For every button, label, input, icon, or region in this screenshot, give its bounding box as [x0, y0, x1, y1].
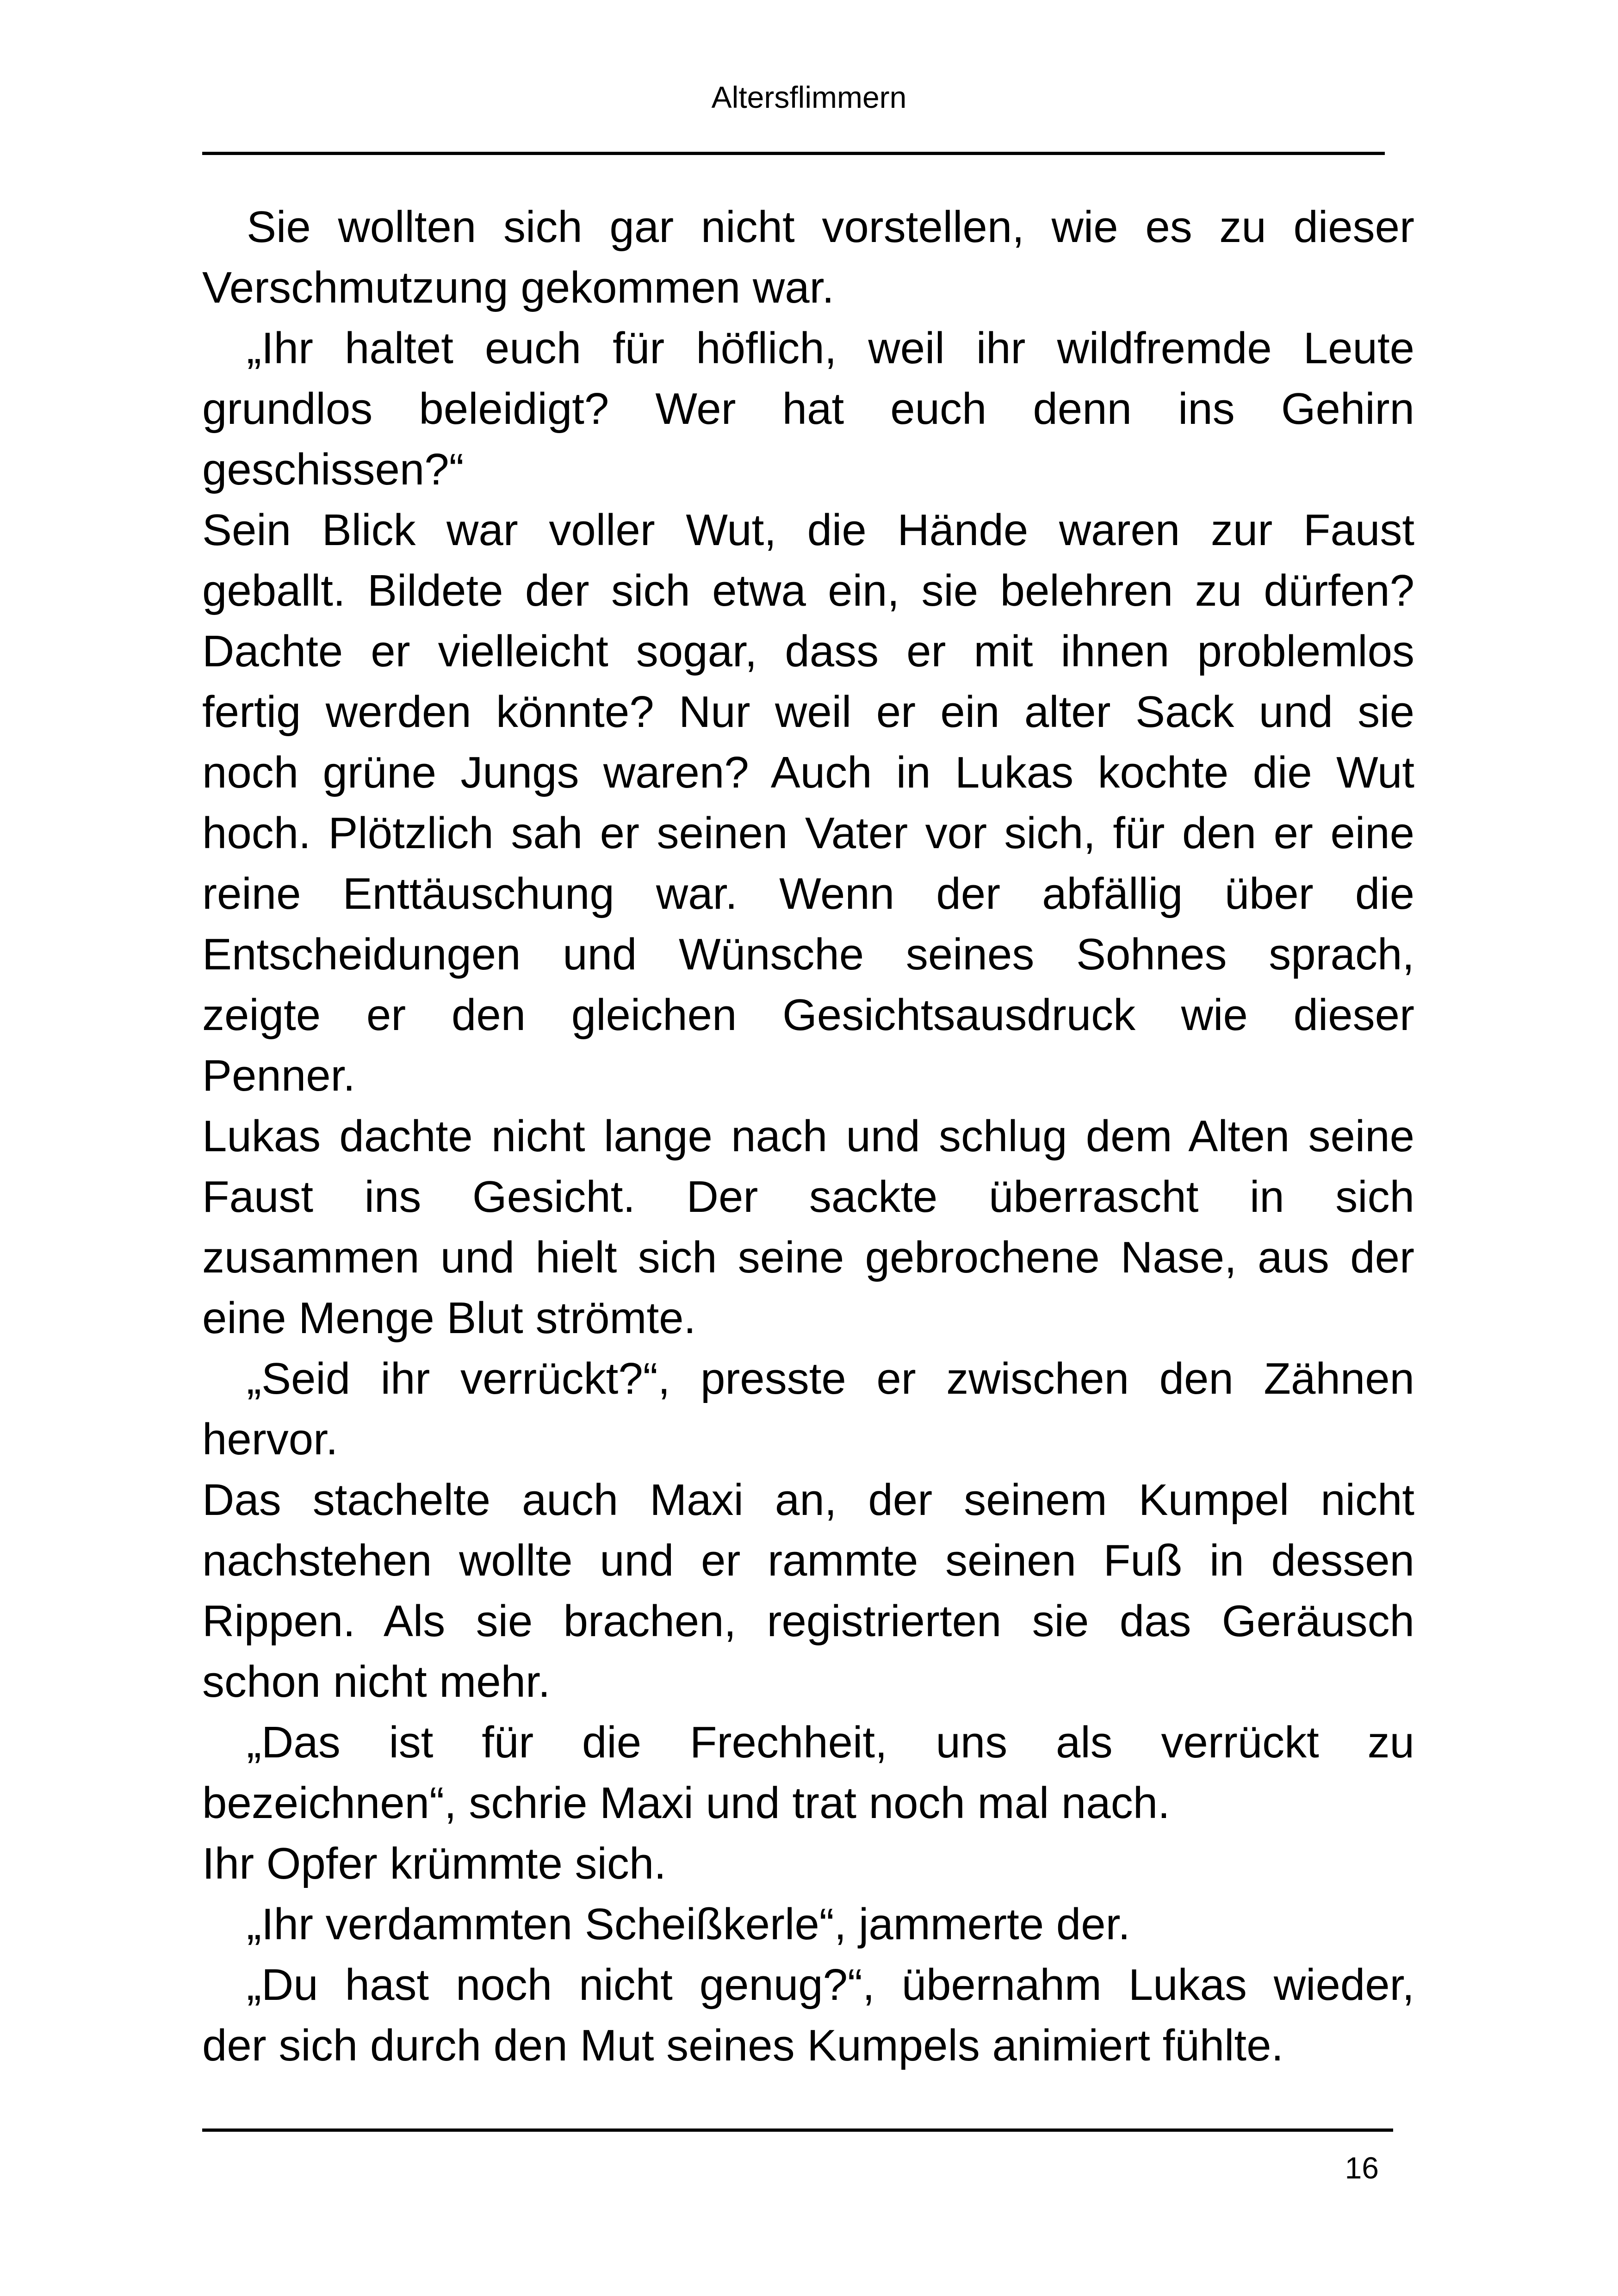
text-line: „Du hast noch nicht genug?“, übernahm Lukas wieder, — [247, 1960, 1414, 2010]
text-line: Faust ins Gesicht. Der sackte überrascht in sich — [202, 1172, 1414, 1222]
text-line: Entscheidungen und Wünsche seines Sohnes sprach, — [202, 930, 1414, 979]
text-line: hervor. — [202, 1415, 338, 1464]
text-line: Penner. — [202, 1051, 355, 1100]
text-line: Ihr Opfer krümmte sich. — [202, 1839, 666, 1888]
text-line: „Seid ihr verrückt?“, presste er zwischen den Zähnen — [247, 1354, 1414, 1403]
text-line: zeigte er den gleichen Gesichtsausdruck wie dieser — [202, 990, 1414, 1040]
text-line: Lukas dachte nicht lange nach und schlug dem Alten seine — [202, 1111, 1414, 1161]
text-line: schon nicht mehr. — [202, 1657, 551, 1706]
body-text — [202, 197, 1414, 2076]
text-line: „Ihr haltet euch für höflich, weil ihr wildfremde Leute — [247, 323, 1414, 373]
text-line: reine Enttäuschung war. Wenn der abfällig über die — [202, 869, 1414, 918]
text-line: nachstehen wollte und er rammte seinen Fuß in dessen — [202, 1536, 1414, 1585]
text-line: Rippen. Als sie brachen, registrierten sie das Geräusch — [202, 1596, 1414, 1646]
text-line: Sein Blick war voller Wut, die Hände waren zur Faust — [202, 505, 1414, 555]
text-line: noch grüne Jungs waren? Auch in Lukas kochte die Wut — [202, 748, 1414, 797]
text-line: geschissen?“ — [202, 445, 464, 494]
text-line: Sie wollten sich gar nicht vorstellen, wie es zu dieser — [247, 202, 1414, 252]
text-line: geballt. Bildete der sich etwa ein, sie belehren zu dürfen? — [202, 566, 1414, 615]
page-number: 16 — [1345, 2151, 1379, 2185]
footer-rule — [202, 2128, 1393, 2132]
running-header: Altersflimmern — [711, 80, 907, 114]
text-line: Verschmutzung gekommen war. — [202, 263, 834, 312]
text-line: fertig werden könnte? Nur weil er ein alter Sack und sie — [202, 687, 1414, 737]
text-line: „Das ist für die Frechheit, uns als verrückt zu — [247, 1718, 1414, 1767]
text-line: zusammen und hielt sich seine gebrochene Nase, aus der — [202, 1233, 1414, 1282]
header-rule — [202, 152, 1385, 155]
text-line: Das stachelte auch Maxi an, der seinem Kumpel nicht — [202, 1475, 1414, 1525]
text-line: der sich durch den Mut seines Kumpels animiert fühlte. — [202, 2021, 1284, 2070]
text-line: bezeichnen“, schrie Maxi und trat noch mal nach. — [202, 1778, 1170, 1828]
text-line: Dachte er vielleicht sogar, dass er mit ihnen problemlos — [202, 627, 1414, 676]
text-line: hoch. Plötzlich sah er seinen Vater vor sich, für den er eine — [202, 808, 1414, 858]
text-line: grundlos beleidigt? Wer hat euch denn ins Gehirn — [202, 384, 1414, 434]
text-line: „Ihr verdammten Scheißkerle“, jammerte der. — [247, 1899, 1130, 1949]
text-line: eine Menge Blut strömte. — [202, 1293, 696, 1343]
